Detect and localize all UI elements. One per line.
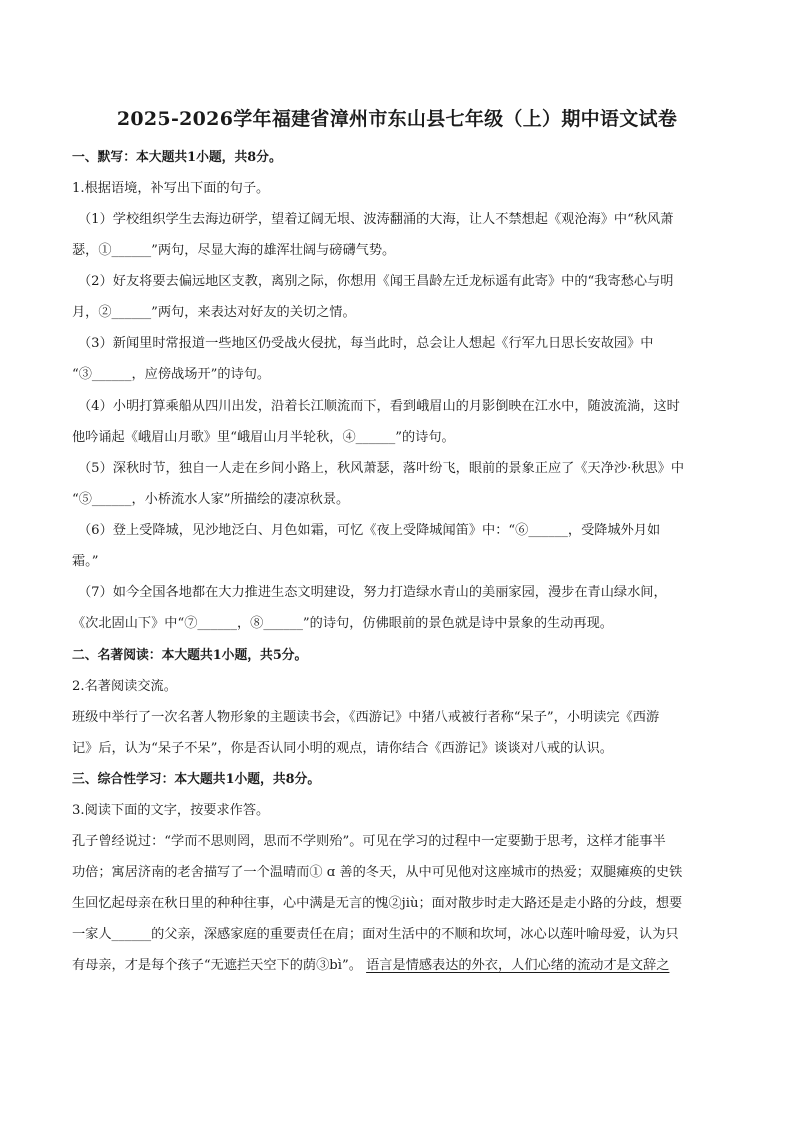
section-2-heading: 二、名著阅读：本大题共1小题，共5分。: [72, 648, 308, 663]
q1-part2-line1: （2）好友将要去偏远地区支教，离别之际，你想用《闻王昌龄左迁龙标遥有此寄》中的“我寄愁心与明: [78, 274, 674, 289]
q3-text-line2: 功倍；寓居济南的老舍描写了一个温晴而① ɑ 善的冬天，从中可见他对这座城市的热爱；双腿瘫痪的史铁: [72, 865, 683, 880]
section-1-heading: 一、默写：本大题共1小题，共8分。: [72, 150, 282, 165]
q3-text-line5: [72, 954, 669, 973]
section-3-heading: 三、综合性学习：本大题共1小题，共8分。: [72, 772, 321, 787]
page-title: 2025-2026学年福建省漳州市东山县七年级（上）期中语文试卷: [116, 108, 678, 130]
question-1-prompt: 1.根据语境，补写出下面的句子。: [72, 181, 270, 196]
q3-underlined-sentence: 语言是情感表达的外衣，人们心绪的流动才是文辞之: [366, 958, 670, 973]
q1-part7-line2: 《次北固山下》中“⑦______，⑧______”的诗句，仿佛眼前的景色就是诗中景象的生动再现。: [72, 616, 613, 631]
question-3-prompt: 3.阅读下面的文字，按要求作答。: [72, 803, 270, 818]
q2-text-line2: 记》后，认为“呆子不呆”，你是否认同小明的观点，请你结合《西游记》谈谈对八戒的认识。: [72, 741, 613, 756]
q3-text-line5-plain: 有母亲，才是每个孩子“无遮拦天空下的荫③bì”。: [72, 958, 362, 973]
q3-text-line3: 生回忆起母亲在秋日里的种种往事，心中满是无言的愧②jiù；面对散步时走大路还是走小路的分歧，想要: [72, 896, 683, 911]
q1-part7-line1: （7）如今全国各地都在大力推进生态文明建设，努力打造绿水青山的美丽家园，漫步在青山绿水间，: [78, 585, 667, 600]
q1-part2-line2: 月，②______”两句，来表达对好友的关切之情。: [72, 305, 356, 320]
q1-part3-line2: “③______，应傍战场开”的诗句。: [72, 367, 271, 382]
q3-text-line4: 一家人______的父亲，深感家庭的重要责任在肩；面对生活中的不顺和坎坷，冰心以莲叶喻母爱，认为只: [72, 927, 679, 942]
q2-text-line1: 班级中举行了一次名著人物形象的主题读书会，《西游记》中猪八戒被行者称“呆子”，小明读完《西游: [72, 710, 660, 725]
q1-part4-line1: （4）小明打算乘船从四川出发，沿着长江顺流而下，看到峨眉山的月影倒映在江水中，随波流淌，这时: [78, 399, 680, 414]
q1-part5-line1: （5）深秋时节，独自一人走在乡间小路上，秋风萧瑟，落叶纷飞，眼前的景象正应了《天净沙·秋思》中: [78, 461, 685, 476]
question-2-prompt: 2.名著阅读交流。: [72, 679, 177, 694]
q1-part5-line2: “⑤______，小桥流水人家”所描绘的凄凉秋景。: [72, 492, 350, 507]
q1-part1-line1: （1）学校组织学生去海边研学，望着辽阔无垠、波涛翻涌的大海，让人不禁想起《观沧海》中“秋风萧: [78, 212, 674, 227]
q1-part6-line1: （6）登上受降城，见沙地泛白、月色如霜，可忆《夜上受降城闻笛》中：“⑥______，受降城外月如: [78, 523, 661, 538]
q3-text-line1: 孔子曾经说过：“学而不思则罔，思而不学则殆”。可见在学习的过程中一定要勤于思考，这样才能事半: [72, 834, 666, 849]
q1-part3-line1: （3）新闻里时常报道一些地区仍受战火侵扰，每当此时，总会让人想起《行军九日思长安故园》中: [78, 336, 654, 351]
q1-part1-line2: 瑟，①______”两句，尽显大海的雄浑壮阔与磅礴气势。: [72, 243, 396, 258]
q1-part4-line2: 他吟诵起《峨眉山月歌》里“峨眉山月半轮秋，④______”的诗句。: [72, 430, 455, 445]
q1-part6-line2: 霜。”: [72, 554, 99, 569]
